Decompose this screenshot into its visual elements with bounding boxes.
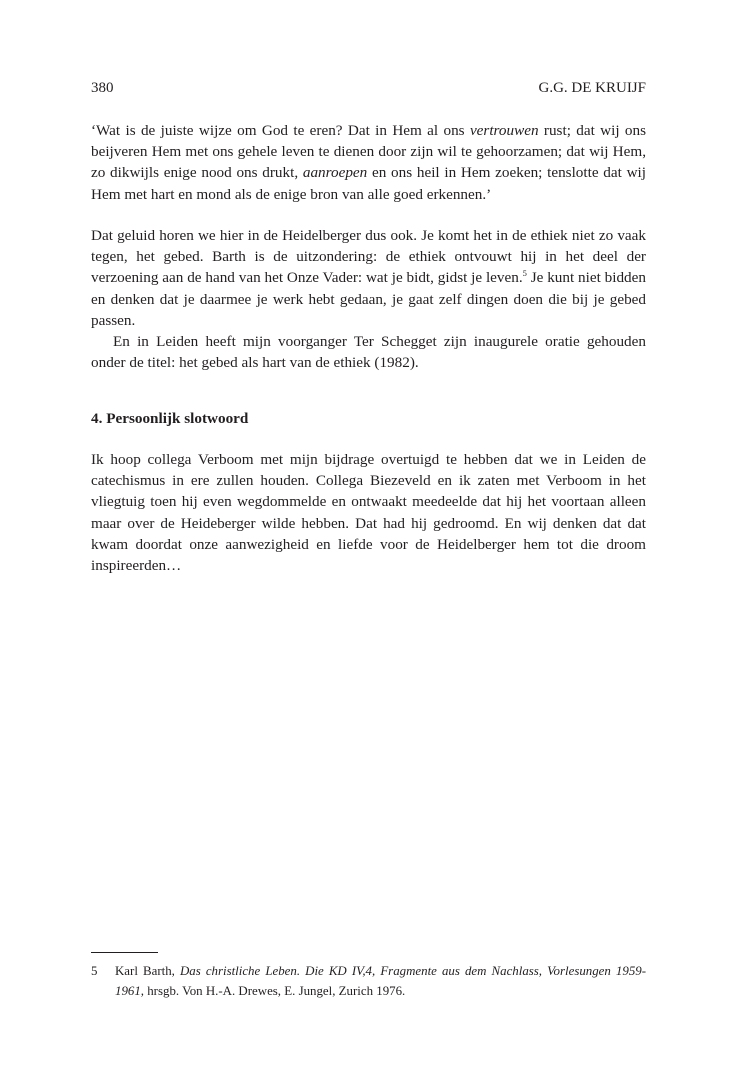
running-head-author: G.G. DE KRUIJF: [538, 80, 646, 96]
footnote-divider: [91, 952, 158, 953]
quote-emphasis-vertrouwen: vertrouwen: [469, 122, 539, 139]
section-heading: 4. Persoonlijk slotwoord: [91, 410, 249, 427]
paragraph-barth-text-2: Je kunt niet bidden en denken dat je daarmee je werk hebt gedaan, je gaat zelf dingen doen die bij je gebed passen.: [91, 269, 646, 329]
quote-text-1: ‘Wat is de juiste wijze om God te eren? Dat in Hem al ons: [91, 122, 470, 139]
footnote-publication: hrsgb. Von H.-A. Drewes, E. Jungel, Zurich 1976.: [144, 984, 406, 998]
footnote-text: [115, 961, 646, 1001]
book-page: [91, 0, 646, 1068]
closing-section: [91, 449, 646, 576]
page-number: 380: [91, 80, 114, 96]
footnote-number: 5: [91, 964, 98, 978]
catechism-quote: [91, 120, 646, 205]
quote-text-2: rust; dat wij ons beijveren Hem met ons gehele leven te dienen door zijn wil te gehoorzamen; dat wij Hem, zo dikwijls enige nood ons drukt,: [91, 122, 646, 182]
footnote-author: Karl Barth,: [115, 964, 180, 978]
paragraph-leiden: En in Leiden heeft mijn voorganger Ter Schegget zijn inaugurele oratie gehouden onder de titel: het gebed als hart van de ethiek (1982).: [91, 333, 646, 372]
paragraph-barth-text-1: Dat geluid horen we hier in de Heidelberger dus ook. Je komt het in de ethiek niet zo vaak tegen, het gebed. Barth is de uitzondering: de ethiek ontvouwt hij in het deel der verzoening aan de hand van het Onze Vader: wat je bidt, gidst je leven.: [91, 227, 646, 287]
quote-paragraph: [91, 120, 646, 205]
footnote-title: Das christliche Leben. Die KD IV,4, Fragmente aus dem Nachlass, Vorlesungen 1959-1961,: [115, 964, 646, 998]
prayer-section: [91, 225, 646, 373]
footnote: [91, 961, 646, 1001]
footnote-reference[interactable]: 5: [522, 268, 527, 279]
quote-emphasis-aanroepen: aanroepen: [302, 164, 368, 182]
paragraph-closing: Ik hoop collega Verboom met mijn bijdrage overtuigd te hebben dat we in Leiden de catechismus in ere zullen houden. Collega Biezeveld en ik zaten met Verboom in het vliegtuig toen hij even wegdommelde en ontwaakt meedeelde dat hij het voortaan alleen maar over de Heideberger wilde hebben. Dat had hij gedroomd. En wij denken dat dat kwam doordat onze aanwezigheid en liefde voor de Heidelberger hem tot die droom inspireerden…: [91, 451, 646, 575]
quote-text-3: en ons heil in Hem zoeken; tenslotte dat wij Hem met hart en mond als de enige bron van alle goed erkennen.’: [91, 164, 646, 203]
paragraph-barth: [91, 225, 646, 331]
